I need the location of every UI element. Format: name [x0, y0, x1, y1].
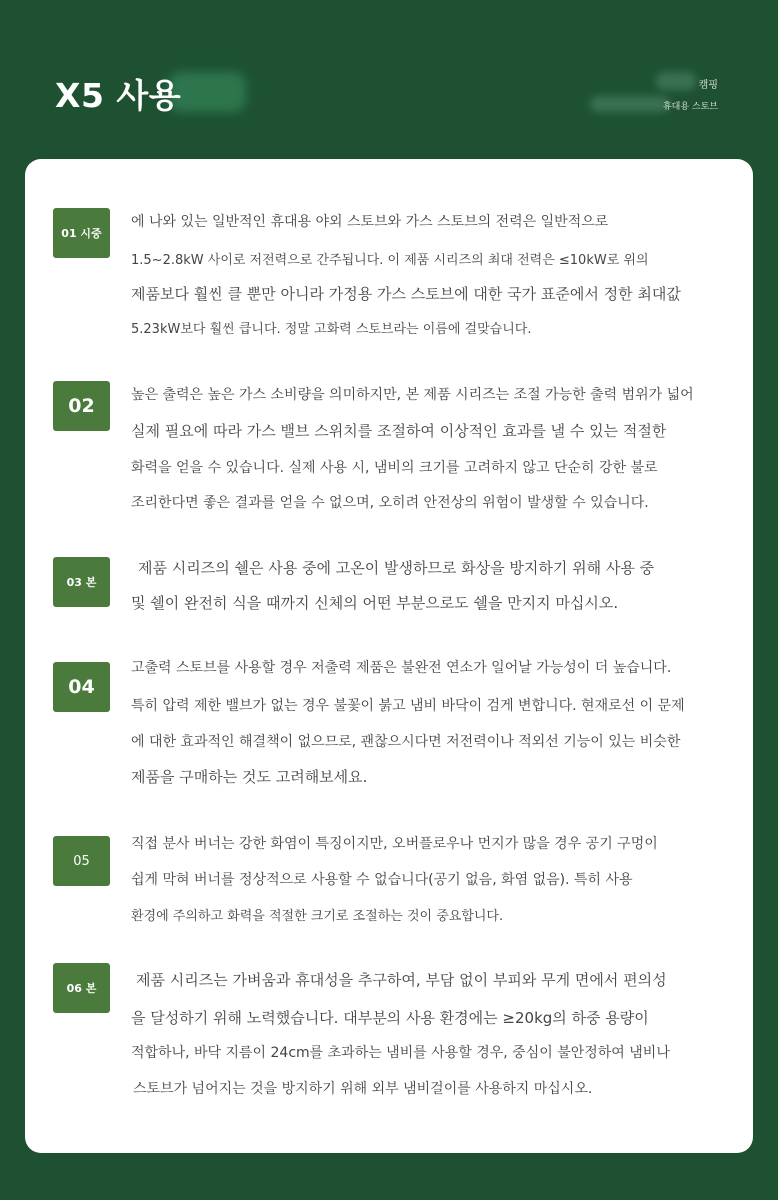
section-text-line: 제품을 구매하는 것도 고려해보세요.	[131, 768, 368, 786]
section-text-line: 및 쉘이 완전히 식을 때까지 신체의 어떤 부분으로도 쉘을 만지지 마십시오.	[131, 594, 619, 612]
blurred-tag-part	[656, 72, 696, 90]
page-title: X5 사용	[55, 76, 182, 115]
category-tag: 캠핑	[698, 80, 718, 91]
section-text-line: 환경에 주의하고 화력을 적절한 크기로 조절하는 것이 중요합니다.	[131, 909, 504, 924]
section-text-line: 에 나와 있는 일반적인 휴대용 야외 스토브와 가스 스토브의 전력은 일반적으로	[131, 214, 609, 230]
section-text-line: 제품 시리즈는 가벼움과 휴대성을 추구하여, 부담 없이 부피와 무게 면에서 편의성	[136, 971, 667, 989]
section-text-line: 특히 압력 제한 밸브가 없는 경우 불꽃이 붉고 냄비 바닥이 검게 변합니다. 현재로선 이 문제	[131, 698, 685, 714]
section-text-line: 제품 시리즈의 쉘은 사용 중에 고온이 발생하므로 화상을 방지하기 위해 사용 중	[138, 559, 655, 577]
blurred-tag-part	[590, 96, 670, 112]
content-card	[25, 159, 753, 1153]
section-text-line: 직접 분사 버너는 강한 화염이 특징이지만, 오버플로우나 먼지가 많을 경우 공기 구멍이	[131, 836, 658, 852]
section-text-line: 화력을 얻을 수 있습니다. 실제 사용 시, 냄비의 크기를 고려하지 않고 단순히 강한 불로	[131, 460, 658, 476]
section-text-line: 을 달성하기 위해 노력했습니다. 대부분의 사용 환경에는 ≥20kg의 하중 용량이	[131, 1009, 649, 1027]
section-badge: 04	[53, 662, 110, 712]
section-text-line: 높은 출력은 높은 가스 소비량을 의미하지만, 본 제품 시리즈는 조절 가능한 출력 범위가 넓어	[131, 387, 694, 403]
section-text-line: 스토브가 넘어지는 것을 방지하기 위해 외부 냄비걸이를 사용하지 마십시오.	[133, 1081, 593, 1097]
section-text-line: 적합하나, 바닥 지름이 24cm를 초과하는 냄비를 사용할 경우, 중심이 불안정하여 냄비나	[131, 1045, 670, 1061]
section-badge: 06 본	[53, 963, 110, 1013]
product-tag: 휴대용 스토브	[662, 102, 718, 112]
section-badge: 01 시중	[53, 208, 110, 258]
section-text-line: 쉽게 막혀 버너를 정상적으로 사용할 수 없습니다(공기 없음, 화염 없음). 특히 사용	[131, 872, 633, 888]
section-badge: 03 본	[53, 557, 110, 607]
section-text-line: 5.23kW보다 훨씬 큽니다. 정말 고화력 스토브라는 이름에 걸맞습니다.	[131, 322, 532, 337]
section-text-line: 제품보다 훨씬 클 뿐만 아니라 가정용 가스 스토브에 대한 국가 표준에서 정한 최대값	[131, 285, 681, 303]
section-text-line: 1.5~2.8kW 사이로 저전력으로 간주됩니다. 이 제품 시리즈의 최대 전력은 ≤10kW로 위의	[131, 253, 649, 268]
section-text-line: 고출력 스토브를 사용할 경우 저출력 제품은 불완전 연소가 일어날 가능성이 더 높습니다.	[131, 660, 672, 676]
section-badge: 05	[53, 836, 110, 886]
section-text-line: 실제 필요에 따라 가스 밸브 스위치를 조절하여 이상적인 효과를 낼 수 있는 적절한	[131, 422, 667, 440]
section-text-line: 조리한다면 좋은 결과를 얻을 수 없으며, 오히려 안전상의 위험이 발생할 수 있습니다.	[131, 495, 649, 511]
section-text-line: 에 대한 효과적인 해결책이 없으므로, 괜찮으시다면 저전력이나 적외선 기능이 있는 비슷한	[131, 734, 681, 750]
section-badge: 02	[53, 381, 110, 431]
